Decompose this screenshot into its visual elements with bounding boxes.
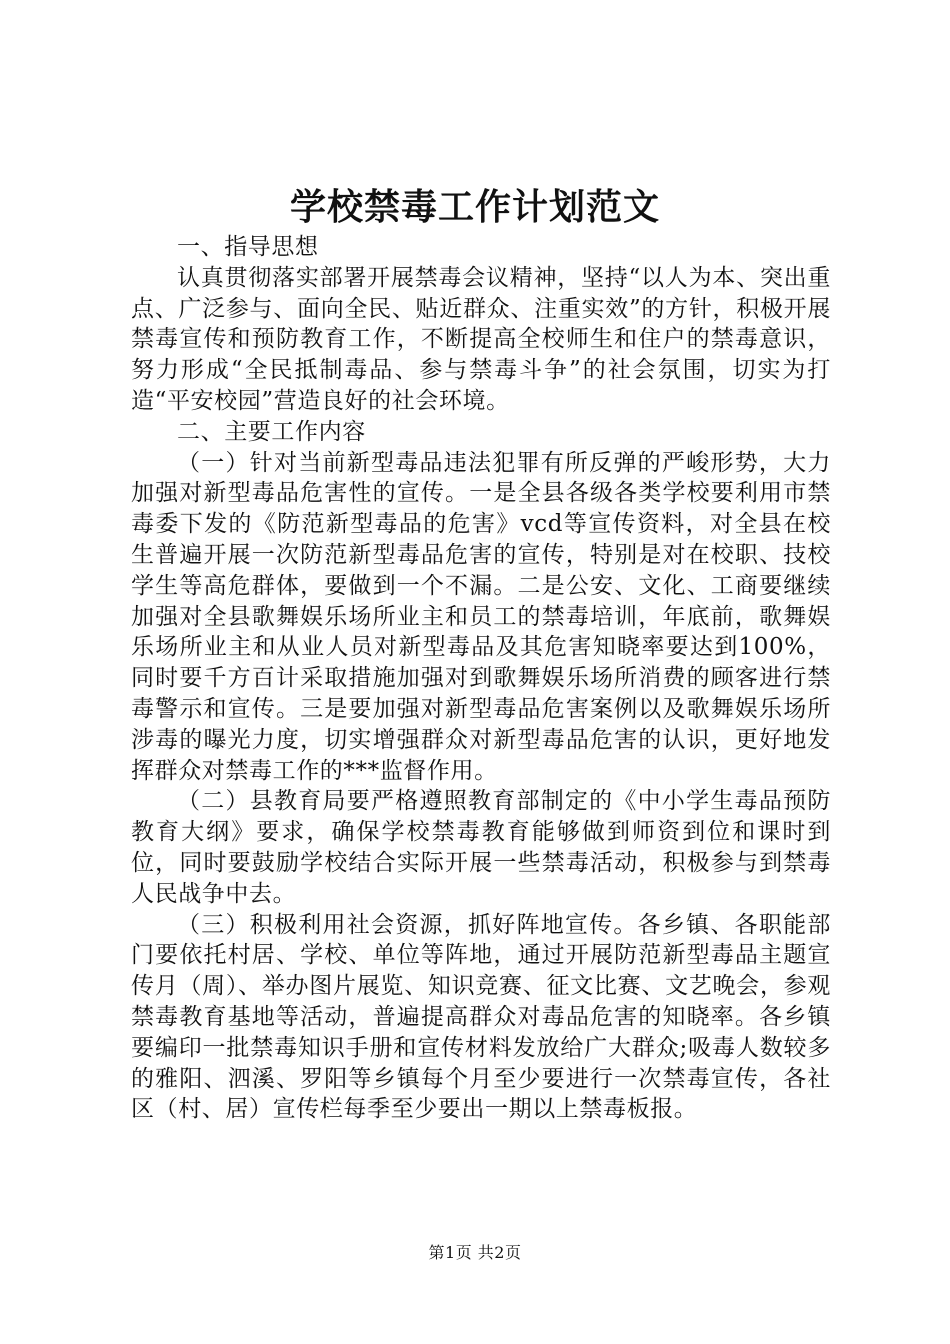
- paragraph-work-item-2: （二）县教育局要严格遵照教育部制定的《中小学生毒品预防教育大纲》要求，确保学校禁毒教育能够做到师资到位和课时到位，同时要鼓励学校结合实际开展一些禁毒活动，积极参与到禁毒人民战争中去。: [131, 788, 831, 907]
- paragraph-guiding-thought: 认真贯彻落实部署开展禁毒会议精神，坚持“以人为本、突出重点、广泛参与、面向全民、贴近群众、注重实效”的方针，积极开展禁毒宣传和预防教育工作，不断提高全校师生和住户的禁毒意识，努力形成“全民抵制毒品、参与禁毒斗争”的社会氛围，切实为打造“平安校园”营造良好的社会环境。: [131, 264, 831, 414]
- document-body: [131, 232, 831, 1125]
- paragraph-work-item-3: （三）积极利用社会资源，抓好阵地宣传。各乡镇、各职能部门要依托村居、学校、单位等阵地，通过开展防范新型毒品主题宣传月（周）、举办图片展览、知识竞赛、征文比赛、文艺晚会，参观禁毒教育基地等活动，普遍提高群众对毒品危害的知晓率。各乡镇要编印一批禁毒知识手册和宣传材料发放给广大群众;吸毒人数较多的雅阳、泗溪、罗阳等乡镇每个月至少要进行一次禁毒宣传，各社区（村、居）宣传栏每季至少要出一期以上禁毒板报。: [131, 911, 831, 1123]
- section-heading-main-work: 二、主要工作内容: [177, 418, 366, 445]
- paragraph-work-item-1: （一）针对当前新型毒品违法犯罪有所反弹的严峻形势，大力加强对新型毒品危害性的宣传。一是全县各级各类学校要利用市禁毒委下发的《防范新型毒品的危害》vcd等宣传资料，对全县在校生普遍开展一次防范新型毒品危害的宣传，特别是对在校职、技校学生等高危群体，要做到一个不漏。二是公安、文化、工商要继续加强对全县歌舞娱乐场所业主和员工的禁毒培训，年底前，歌舞娱乐场所业主和从业人员对新型毒品及其危害知晓率要达到100%，同时要千方百计采取措施加强对到歌舞娱乐场所消费的顾客进行禁毒警示和宣传。三是要加强对新型毒品危害案例以及歌舞娱乐场所涉毒的曝光力度，切实增强群众对新型毒品危害的认识，更好地发挥群众对禁毒工作的***监督作用。: [131, 449, 831, 784]
- document-title: 学校禁毒工作计划范文: [289, 187, 660, 228]
- page-footer: 第1页 共2页: [428, 1243, 522, 1262]
- section-heading-guiding-thought: 一、指导思想: [177, 234, 319, 260]
